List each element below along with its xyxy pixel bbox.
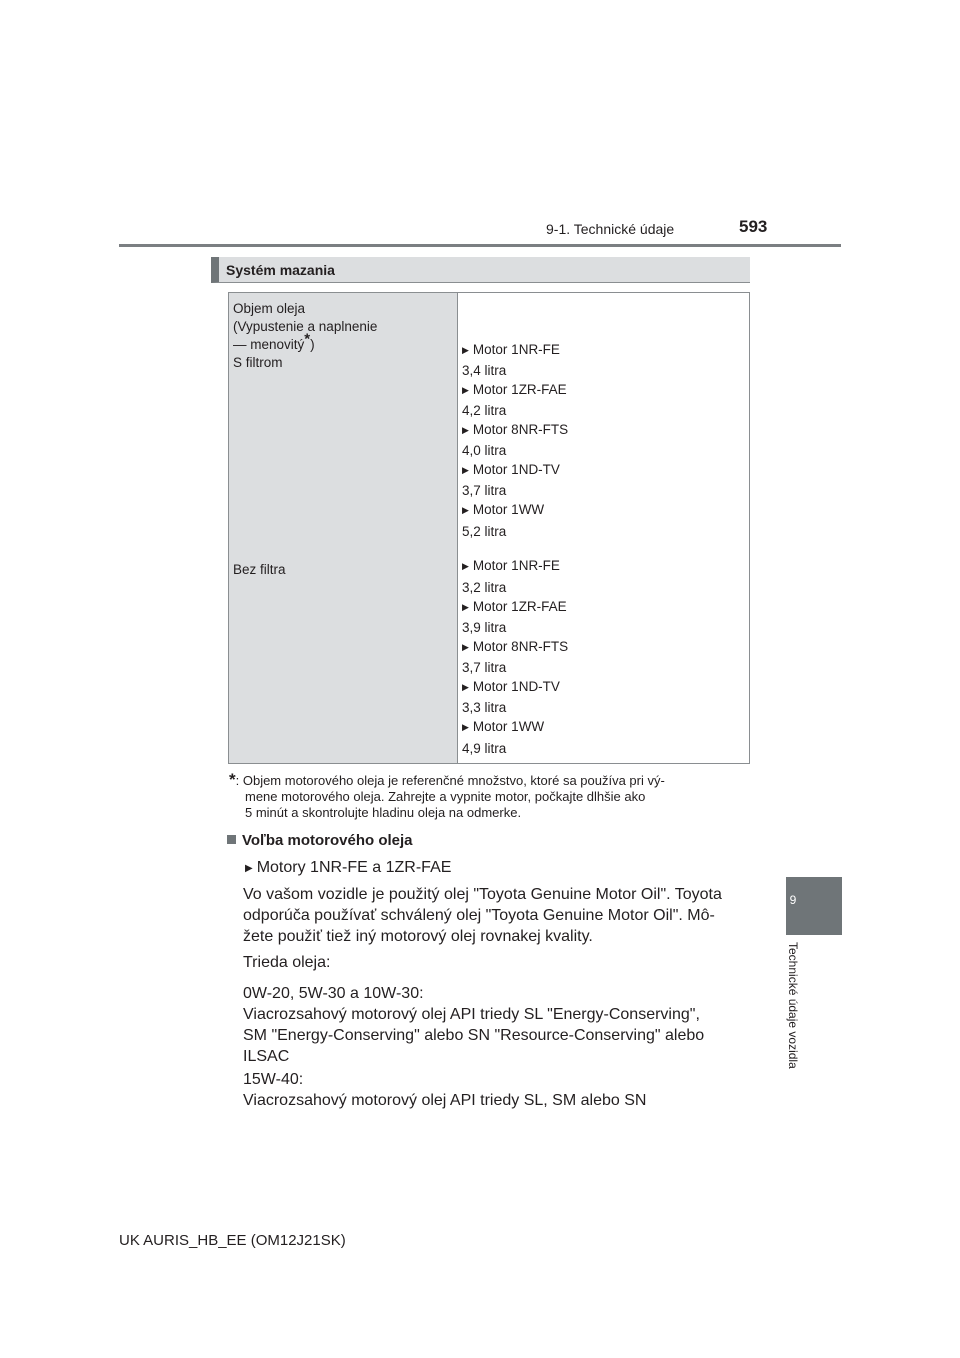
triangle-bullet-icon: ▶: [462, 722, 469, 732]
motor-item: ▶ Motor 1ZR-FAE: [462, 599, 567, 614]
volume-value: 3,7 litra: [462, 483, 507, 498]
volume-value: 3,7 litra: [462, 660, 507, 675]
paragraph-line: ILSAC: [243, 1048, 290, 1065]
motor-item: ▶ Motor 1NR-FE: [462, 342, 560, 357]
footnote-line: *: Objem motorového oleja je referenčné množstvo, ktoré sa používa pri vý-: [229, 770, 665, 789]
label-with-filter: S filtrom: [233, 355, 283, 370]
footnote: [229, 772, 743, 821]
chapter-label-text: Technické údaje vozidla: [786, 942, 800, 1069]
oil-capacity-table: [228, 292, 750, 764]
motor-item: ▶ Motor 1WW: [462, 502, 545, 517]
motor-item: ▶ Motor 1ND-TV: [462, 462, 560, 477]
oil-grade-label: Trieda oleja:: [243, 954, 331, 971]
paragraph-line: 15W-40:: [243, 1071, 304, 1088]
triangle-bullet-icon: ▶: [462, 602, 469, 612]
paragraph-line: odporúča používať schválený olej "Toyota Genuine Motor Oil". Mô-: [243, 907, 715, 924]
engine-bullet: ▶ Motory 1NR-FE a 1ZR-FAE: [245, 857, 451, 879]
paragraph-line: žete použiť tiež iný motorový olej rovnakej kvality.: [243, 928, 593, 945]
volume-value: 5,2 litra: [462, 524, 507, 539]
triangle-bullet-icon: ▶: [462, 465, 469, 475]
motor-item: ▶ Motor 8NR-FTS: [462, 422, 569, 437]
paragraph: [243, 1069, 743, 1111]
volume-value: 3,2 litra: [462, 580, 507, 595]
label-without-filter: Bez filtra: [233, 562, 286, 577]
motor-item: ▶ Motor 1WW: [462, 719, 545, 734]
square-bullet-icon: [227, 835, 236, 844]
paragraph: [243, 884, 743, 947]
motor-item: ▶ Motor 1NR-FE: [462, 558, 560, 573]
triangle-bullet-icon: ▶: [462, 682, 469, 692]
volume-value: 3,4 litra: [462, 363, 507, 378]
footnote-line: 5 minút a skontrolujte hladinu oleja na odmerke.: [245, 805, 522, 820]
footnote-star: *: [229, 770, 236, 789]
volume-value: 4,0 litra: [462, 443, 507, 458]
paragraph-line: Viacrozsahový motorový olej API triedy SL "Energy-Conserving",: [243, 1006, 700, 1023]
page-number: 593: [739, 217, 768, 236]
subsection-heading: Voľba motorového oleja: [227, 832, 413, 849]
label-line: (Vypustenie a naplnenie: [233, 319, 378, 334]
paragraph-line: SM "Energy-Conserving" alebo SN "Resource-Conserving" alebo: [243, 1027, 705, 1044]
triangle-bullet-icon: ▶: [245, 863, 253, 874]
section-heading: [211, 257, 750, 283]
triangle-bullet-icon: ▶: [462, 642, 469, 652]
paragraph-line: 0W-20, 5W-30 a 10W-30:: [243, 985, 424, 1002]
motor-item: ▶ Motor 1ZR-FAE: [462, 382, 567, 397]
chapter-label: [786, 942, 806, 1102]
triangle-bullet-icon: ▶: [462, 505, 469, 515]
paragraph-line: Viacrozsahový motorový olej API triedy SL, SM alebo SN: [243, 1092, 647, 1109]
footnote-star: *: [304, 330, 311, 348]
header-rule: [119, 244, 841, 247]
document-code-footer: UK AURIS_HB_EE (OM12J21SK): [119, 1232, 346, 1249]
paragraph-line: Vo vašom vozidle je použitý olej "Toyota Genuine Motor Oil". Toyota: [243, 886, 722, 903]
footnote-line: mene motorového oleja. Zahrejte a vypnite motor, počkajte dlhšie ako: [245, 789, 646, 804]
triangle-bullet-icon: ▶: [462, 385, 469, 395]
label-line: — menovitý*): [233, 330, 315, 352]
paragraph: [243, 983, 743, 1067]
motor-item: ▶ Motor 8NR-FTS: [462, 639, 569, 654]
triangle-bullet-icon: ▶: [462, 425, 469, 435]
label-line: Objem oleja: [233, 301, 306, 316]
volume-value: 3,3 litra: [462, 700, 507, 715]
section-heading-text: Systém mazania: [226, 262, 335, 278]
volume-value: 4,2 litra: [462, 403, 507, 418]
volume-value: 4,9 litra: [462, 741, 507, 756]
triangle-bullet-icon: ▶: [462, 345, 469, 355]
motor-item: ▶ Motor 1ND-TV: [462, 679, 560, 694]
volume-value: 3,9 litra: [462, 620, 507, 635]
chapter-number: 9: [789, 893, 797, 907]
triangle-bullet-icon: ▶: [462, 561, 469, 571]
running-header-section: 9-1. Technické údaje: [546, 221, 675, 237]
